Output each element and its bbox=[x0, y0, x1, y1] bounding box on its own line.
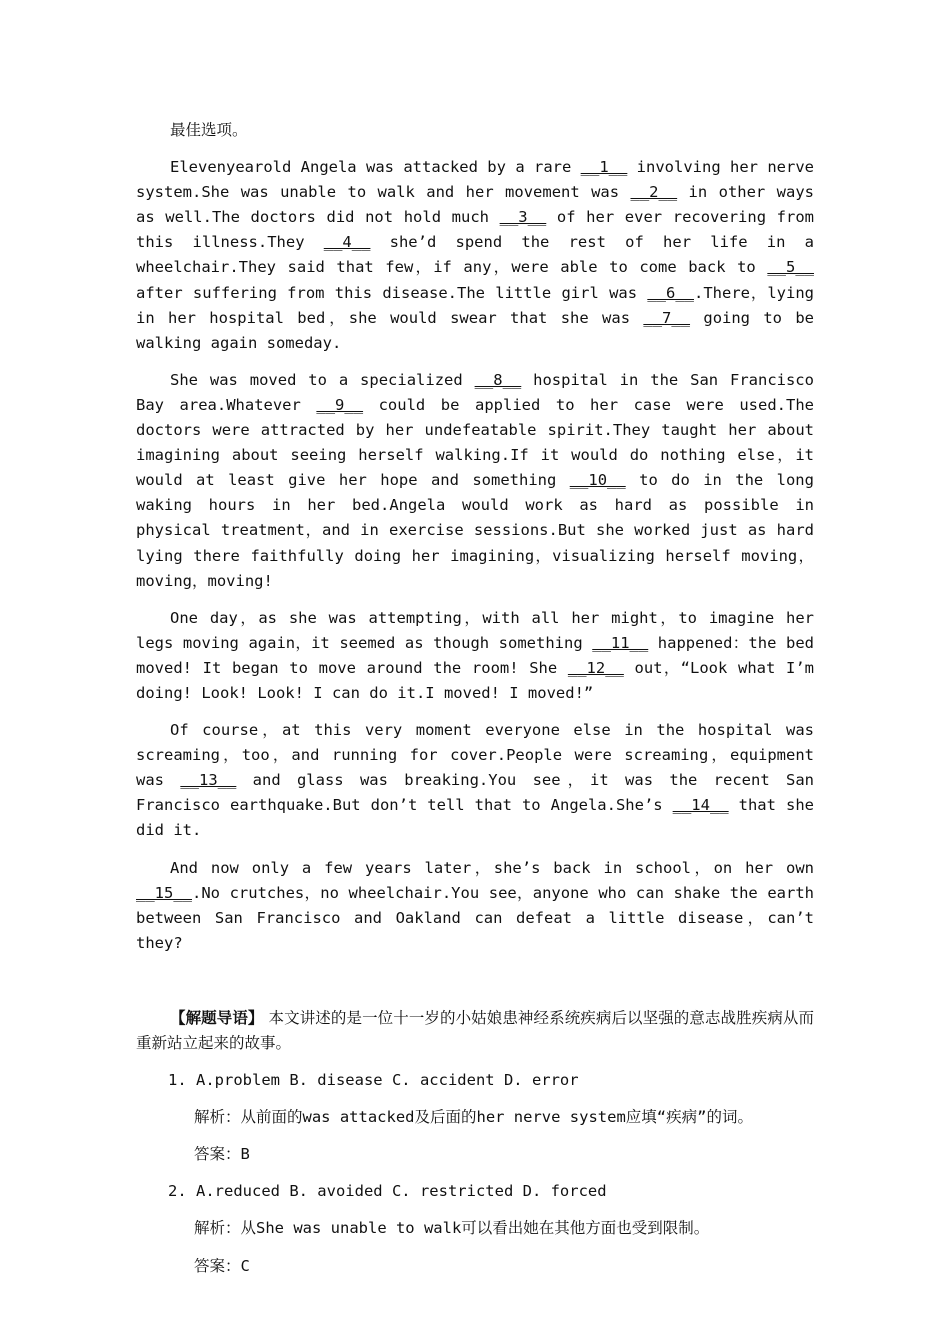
question-2 bbox=[136, 1179, 814, 1278]
passage-paragraph bbox=[136, 718, 814, 843]
question-analysis: 解析：从前面的was attacked及后面的her nerve system应填“疾病”的词。 bbox=[194, 1108, 753, 1127]
question-options: 1. A.problem B. disease C. accident D. error bbox=[168, 1071, 579, 1090]
passage-paragraph bbox=[136, 368, 814, 594]
passage-text: that she did it. bbox=[136, 796, 814, 840]
passage-text: One day，as she was attempting，with all her might，to imagine her legs moving again，it seemed as though something bbox=[136, 608, 814, 652]
intro-text: 最佳选项。 bbox=[170, 121, 248, 139]
passage-text: happened：the bed moved! It began to move around the room! She bbox=[136, 633, 814, 677]
guide-paragraph bbox=[136, 1006, 814, 1056]
blank-number: __6__ bbox=[647, 283, 694, 302]
blank-number: __9__ bbox=[316, 395, 364, 414]
passage-text: in other ways as well.The doctors did not hold much bbox=[136, 183, 814, 227]
question-answer: 答案：C bbox=[194, 1256, 250, 1275]
guide-label: 【解题导语】 bbox=[170, 1008, 264, 1027]
guide-text: 本文讲述的是一位十一岁的小姑娘患神经系统疾病后以坚强的意志战胜疾病从而重新站立起来的故事。 bbox=[136, 1008, 814, 1052]
passage-paragraph bbox=[136, 155, 814, 356]
document-page bbox=[136, 118, 814, 1291]
blank-number: __10__ bbox=[569, 471, 626, 490]
question-analysis: 解析：从She was unable to walk可以看出她在其他方面也受到限制。 bbox=[194, 1219, 710, 1238]
blank-number: __7__ bbox=[643, 308, 691, 327]
question-answer: 答案：B bbox=[194, 1145, 250, 1164]
passage-text: hospital in the San Francisco Bay area.Whatever bbox=[136, 370, 814, 414]
passage-text: .There，lying in her hospital bed，she would swear that she was bbox=[136, 283, 814, 327]
question-1 bbox=[136, 1068, 814, 1167]
passage-text: and glass was breaking.You see，it was the recent San Francisco earthquake.But don’t tell that to Angela.She’s bbox=[136, 771, 814, 815]
passage-text: involving her nerve system.She was unable to walk and her movement was bbox=[136, 158, 814, 202]
passage-text: to do in the long waking hours in her bed.Angela would work as hard as possible in physical treatment，and in exercise sessions.But she worked just as hard lying there faithfully doing her imagining，visualizing herself moving，moving，moving! bbox=[136, 471, 814, 590]
blank-number: __3__ bbox=[499, 208, 547, 227]
passage-text: She was moved to a specialized bbox=[170, 370, 475, 389]
blank-number: __8__ bbox=[474, 370, 522, 389]
cloze-passage bbox=[136, 155, 814, 956]
passage-paragraph bbox=[136, 606, 814, 706]
blank-number: __5__ bbox=[767, 258, 814, 277]
passage-paragraph bbox=[136, 856, 814, 956]
blank-number: __11__ bbox=[592, 633, 649, 652]
blank-number: __15__ bbox=[136, 883, 192, 902]
blank-number: __1__ bbox=[580, 158, 628, 177]
passage-text: Of course，at this very moment everyone else in the hospital was screaming，too，and running for cover.People were screaming，equipment was bbox=[136, 721, 814, 790]
passage-text: of her ever recovering from this illness.They bbox=[136, 208, 814, 252]
blank-number: __13__ bbox=[180, 771, 237, 790]
passage-text: she’d spend the rest of her life in a wheelchair.They said that few，if any，were able to come back to bbox=[136, 233, 814, 277]
blank-number: __4__ bbox=[323, 233, 371, 252]
blank-number: __2__ bbox=[630, 183, 678, 202]
question-options: 2. A.reduced B. avoided C. restricted D. forced bbox=[168, 1182, 607, 1201]
passage-text: .No crutches，no wheelchair.You see，anyone who can shake the earth between San Francisco and Oakland can defeat a little disease，can’t they? bbox=[136, 883, 814, 952]
passage-text: And now only a few years later，she’s back in school，on her own bbox=[170, 858, 814, 877]
passage-text: could be applied to her case were used.The doctors were attracted by her undefeatable spirit.They taught her about imagining about seeing herself walking.If it would do nothing else，it would at least give her hope and something bbox=[136, 395, 814, 490]
passage-text: out，“Look what I’m doing! Look! Look! I can do it.I moved! I moved!” bbox=[136, 658, 814, 702]
passage-text: Elevenyearold Angela was attacked by a rare bbox=[170, 158, 581, 177]
passage-text: going to be walking again someday. bbox=[136, 308, 814, 352]
passage-text: after suffering from this disease.The little girl was bbox=[136, 283, 648, 302]
blank-number: __14__ bbox=[672, 796, 729, 815]
blank-number: __12__ bbox=[567, 658, 624, 677]
